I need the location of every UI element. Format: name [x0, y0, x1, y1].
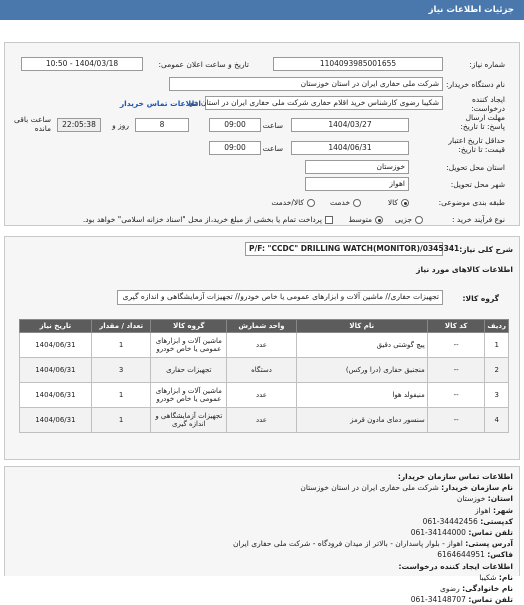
- cell-unit: عدد: [227, 408, 297, 433]
- goods-panel: [4, 236, 520, 460]
- days-label: روز و: [112, 121, 129, 130]
- radio-medium-icon[interactable]: [375, 216, 383, 224]
- city-label: شهر محل تحویل:: [450, 180, 505, 189]
- category-option-goods[interactable]: کالا: [388, 198, 409, 207]
- buyer-contact-link[interactable]: اطلاعات تماس خریدار: [119, 99, 201, 108]
- page-title: جزئیات اطلاعات نیاز: [0, 0, 524, 20]
- cell-unit: دستگاه: [227, 358, 297, 383]
- remaining-time-field: 22:05:38: [57, 118, 101, 132]
- contact-phone: 34144000-061: [410, 528, 466, 538]
- col-date: تاریخ نیاز: [20, 320, 92, 333]
- table-row[interactable]: [20, 408, 509, 433]
- cell-date: 1404/06/31: [20, 408, 92, 433]
- checkbox-icon[interactable]: [325, 216, 333, 224]
- cell-code: --: [427, 383, 485, 408]
- goods-group-field: تجهیزات حفاری// ماشین آلات و ابزارهای عمومی یا خاص خودرو// تجهیزات آزمایشگاهی و اندازه گیری: [117, 290, 443, 305]
- deadline-date-field: 1404/03/27: [291, 118, 409, 132]
- buyer-field: شرکت ملی حفاری ایران در استان خوزستان: [169, 77, 443, 91]
- col-name: نام کالا: [296, 320, 427, 333]
- contact-city: اهواز: [474, 505, 491, 515]
- need-number-field: 1104093985001655: [273, 57, 443, 71]
- cell-date: 1404/06/31: [20, 383, 92, 408]
- creator-first-name: شکیبا: [479, 572, 497, 582]
- category-option-both[interactable]: کالا/خدمت: [271, 198, 315, 207]
- validity-label: حداقل تاریخ اعتبار قیمت: تا تاریخ:: [448, 136, 505, 154]
- creator-phone: 34148707-061: [410, 595, 466, 605]
- cell-code: --: [427, 358, 485, 383]
- cell-name: سنسور دمای مادون قرمز: [296, 408, 427, 433]
- table-row[interactable]: [20, 358, 509, 383]
- postal-address: اهواز - بلوار پاسداران - بالاتر از میدان فرودگاه - شرکت ملی حفاری ایران: [232, 539, 463, 549]
- deadline-label: مهلت ارسال پاسخ: تا تاریخ:: [460, 113, 505, 131]
- cell-name: منجنیق حفاری (درا ورکس): [296, 358, 427, 383]
- postal-code: 34442456-061: [422, 516, 478, 526]
- validity-time-label: ساعت: [262, 144, 283, 153]
- cell-group: تجهیزات آزمایشگاهی و اندازه گیری: [151, 408, 227, 433]
- cell-qty: 1: [91, 383, 151, 408]
- radio-goods-icon[interactable]: [401, 199, 409, 207]
- buyer-label: نام دستگاه خریدار:: [445, 80, 505, 89]
- cell-row: 3: [485, 383, 509, 408]
- radio-service-icon[interactable]: [353, 199, 361, 207]
- cell-qty: 1: [91, 333, 151, 358]
- cell-row: 1: [485, 333, 509, 358]
- cell-qty: 3: [91, 358, 151, 383]
- creator-field: شکیبا رضوی کارشناس خرید اقلام حفاری شرکت ملی حفاری ایران در استان خو: [205, 96, 443, 110]
- category-option-service[interactable]: خدمت: [330, 198, 361, 207]
- need-details-panel: [4, 42, 520, 226]
- process-option-minor[interactable]: جزیی: [395, 215, 423, 224]
- deadline-time-label: ساعت: [262, 121, 283, 130]
- fax-number: 6164644951: [437, 550, 485, 560]
- col-row: ردیف: [485, 320, 509, 333]
- contact-panel: [4, 466, 520, 605]
- announce-date-label: تاریخ و ساعت اعلان عمومی:: [158, 60, 249, 69]
- radio-minor-icon[interactable]: [415, 216, 423, 224]
- col-code: کد کالا: [427, 320, 485, 333]
- cell-group: تجهیزات حفاری: [151, 358, 227, 383]
- radio-both-icon[interactable]: [307, 199, 315, 207]
- creator-label: ایجاد کننده درخواست:: [471, 95, 505, 113]
- remaining-label: ساعت باقی مانده: [13, 115, 51, 133]
- province-field: خوزستان: [305, 160, 409, 174]
- cell-name: پیچ گوشتی دقیق: [296, 333, 427, 358]
- cell-unit: عدد: [227, 383, 297, 408]
- creator-heading: اطلاعات ایجاد کننده درخواست:: [398, 561, 513, 571]
- table-row[interactable]: [20, 383, 509, 408]
- creator-last-name: رضوی: [440, 584, 460, 594]
- summary-label: شرح کلی نیاز:: [459, 245, 513, 254]
- announce-date-field: 1404/03/18 - 10:50: [21, 57, 143, 71]
- process-option-medium[interactable]: متوسط: [348, 215, 383, 224]
- goods-group-label: گروه کالا:: [462, 294, 499, 303]
- cell-group: ماشین آلات و ابزارهای عمومی یا خاص خودرو: [151, 333, 227, 358]
- table-row[interactable]: [20, 333, 509, 358]
- cell-date: 1404/06/31: [20, 333, 92, 358]
- col-group: گروه کالا: [151, 320, 227, 333]
- cell-date: 1404/06/31: [20, 358, 92, 383]
- contact-info: اطلاعات تماس سازمان خریدار: نام سازمان خریدار: شرکت ملی حفاری ایران در استان خوزستان استان: خوزستان شهر: اهواز کدپستی: 34442456-061 تلفن تماس: 34144000-061 آدرس پستی: اهواز - بلوار پاسداران - بالاتر از میدان فرودگاه - شرکت ملی حفاری ایران فاکس: 6164644951 اطلاعات ایجاد کننده درخواست: نام: شکیبا نام خانوادگی: رضوی تلفن تماس: 34148707-061: [232, 472, 513, 605]
- cell-row: 2: [485, 358, 509, 383]
- days-field: 8: [135, 118, 189, 132]
- need-number-label: شماره نیاز:: [469, 60, 505, 69]
- validity-date-field: 1404/06/31: [291, 141, 409, 155]
- process-label: نوع فرآیند خرید :: [451, 215, 505, 224]
- cell-row: 4: [485, 408, 509, 433]
- col-qty: تعداد / مقدار: [91, 320, 151, 333]
- cell-qty: 1: [91, 408, 151, 433]
- cell-group: ماشین آلات و ابزارهای عمومی یا خاص خودرو: [151, 383, 227, 408]
- goods-heading: اطلاعات کالاهای مورد نیاز: [416, 265, 513, 274]
- contact-heading: اطلاعات تماس سازمان خریدار:: [397, 472, 513, 481]
- cell-unit: عدد: [227, 333, 297, 358]
- treasury-payment-option[interactable]: پرداخت تمام یا بخشی از مبلغ خرید،از محل "اسناد خزانه اسلامی" خواهد بود.: [83, 215, 333, 224]
- org-name: شرکت ملی حفاری ایران در استان خوزستان: [300, 483, 439, 493]
- province-label: استان محل تحویل:: [446, 163, 505, 172]
- deadline-time-field: 09:00: [209, 118, 261, 132]
- cell-code: --: [427, 333, 485, 358]
- table-header: [20, 320, 509, 333]
- city-field: اهواز: [305, 177, 409, 191]
- cell-code: --: [427, 408, 485, 433]
- cell-name: منیفولد هوا: [296, 383, 427, 408]
- summary-field: P/F: "CCDC" DRILLING WATCH(MONITOR)/0345341: [245, 242, 443, 256]
- category-label: طبقه بندی موضوعی:: [438, 198, 505, 207]
- contact-province: خوزستان: [456, 494, 486, 504]
- col-unit: واحد شمارش: [227, 320, 297, 333]
- validity-time-field: 09:00: [209, 141, 261, 155]
- goods-table: [19, 319, 509, 433]
